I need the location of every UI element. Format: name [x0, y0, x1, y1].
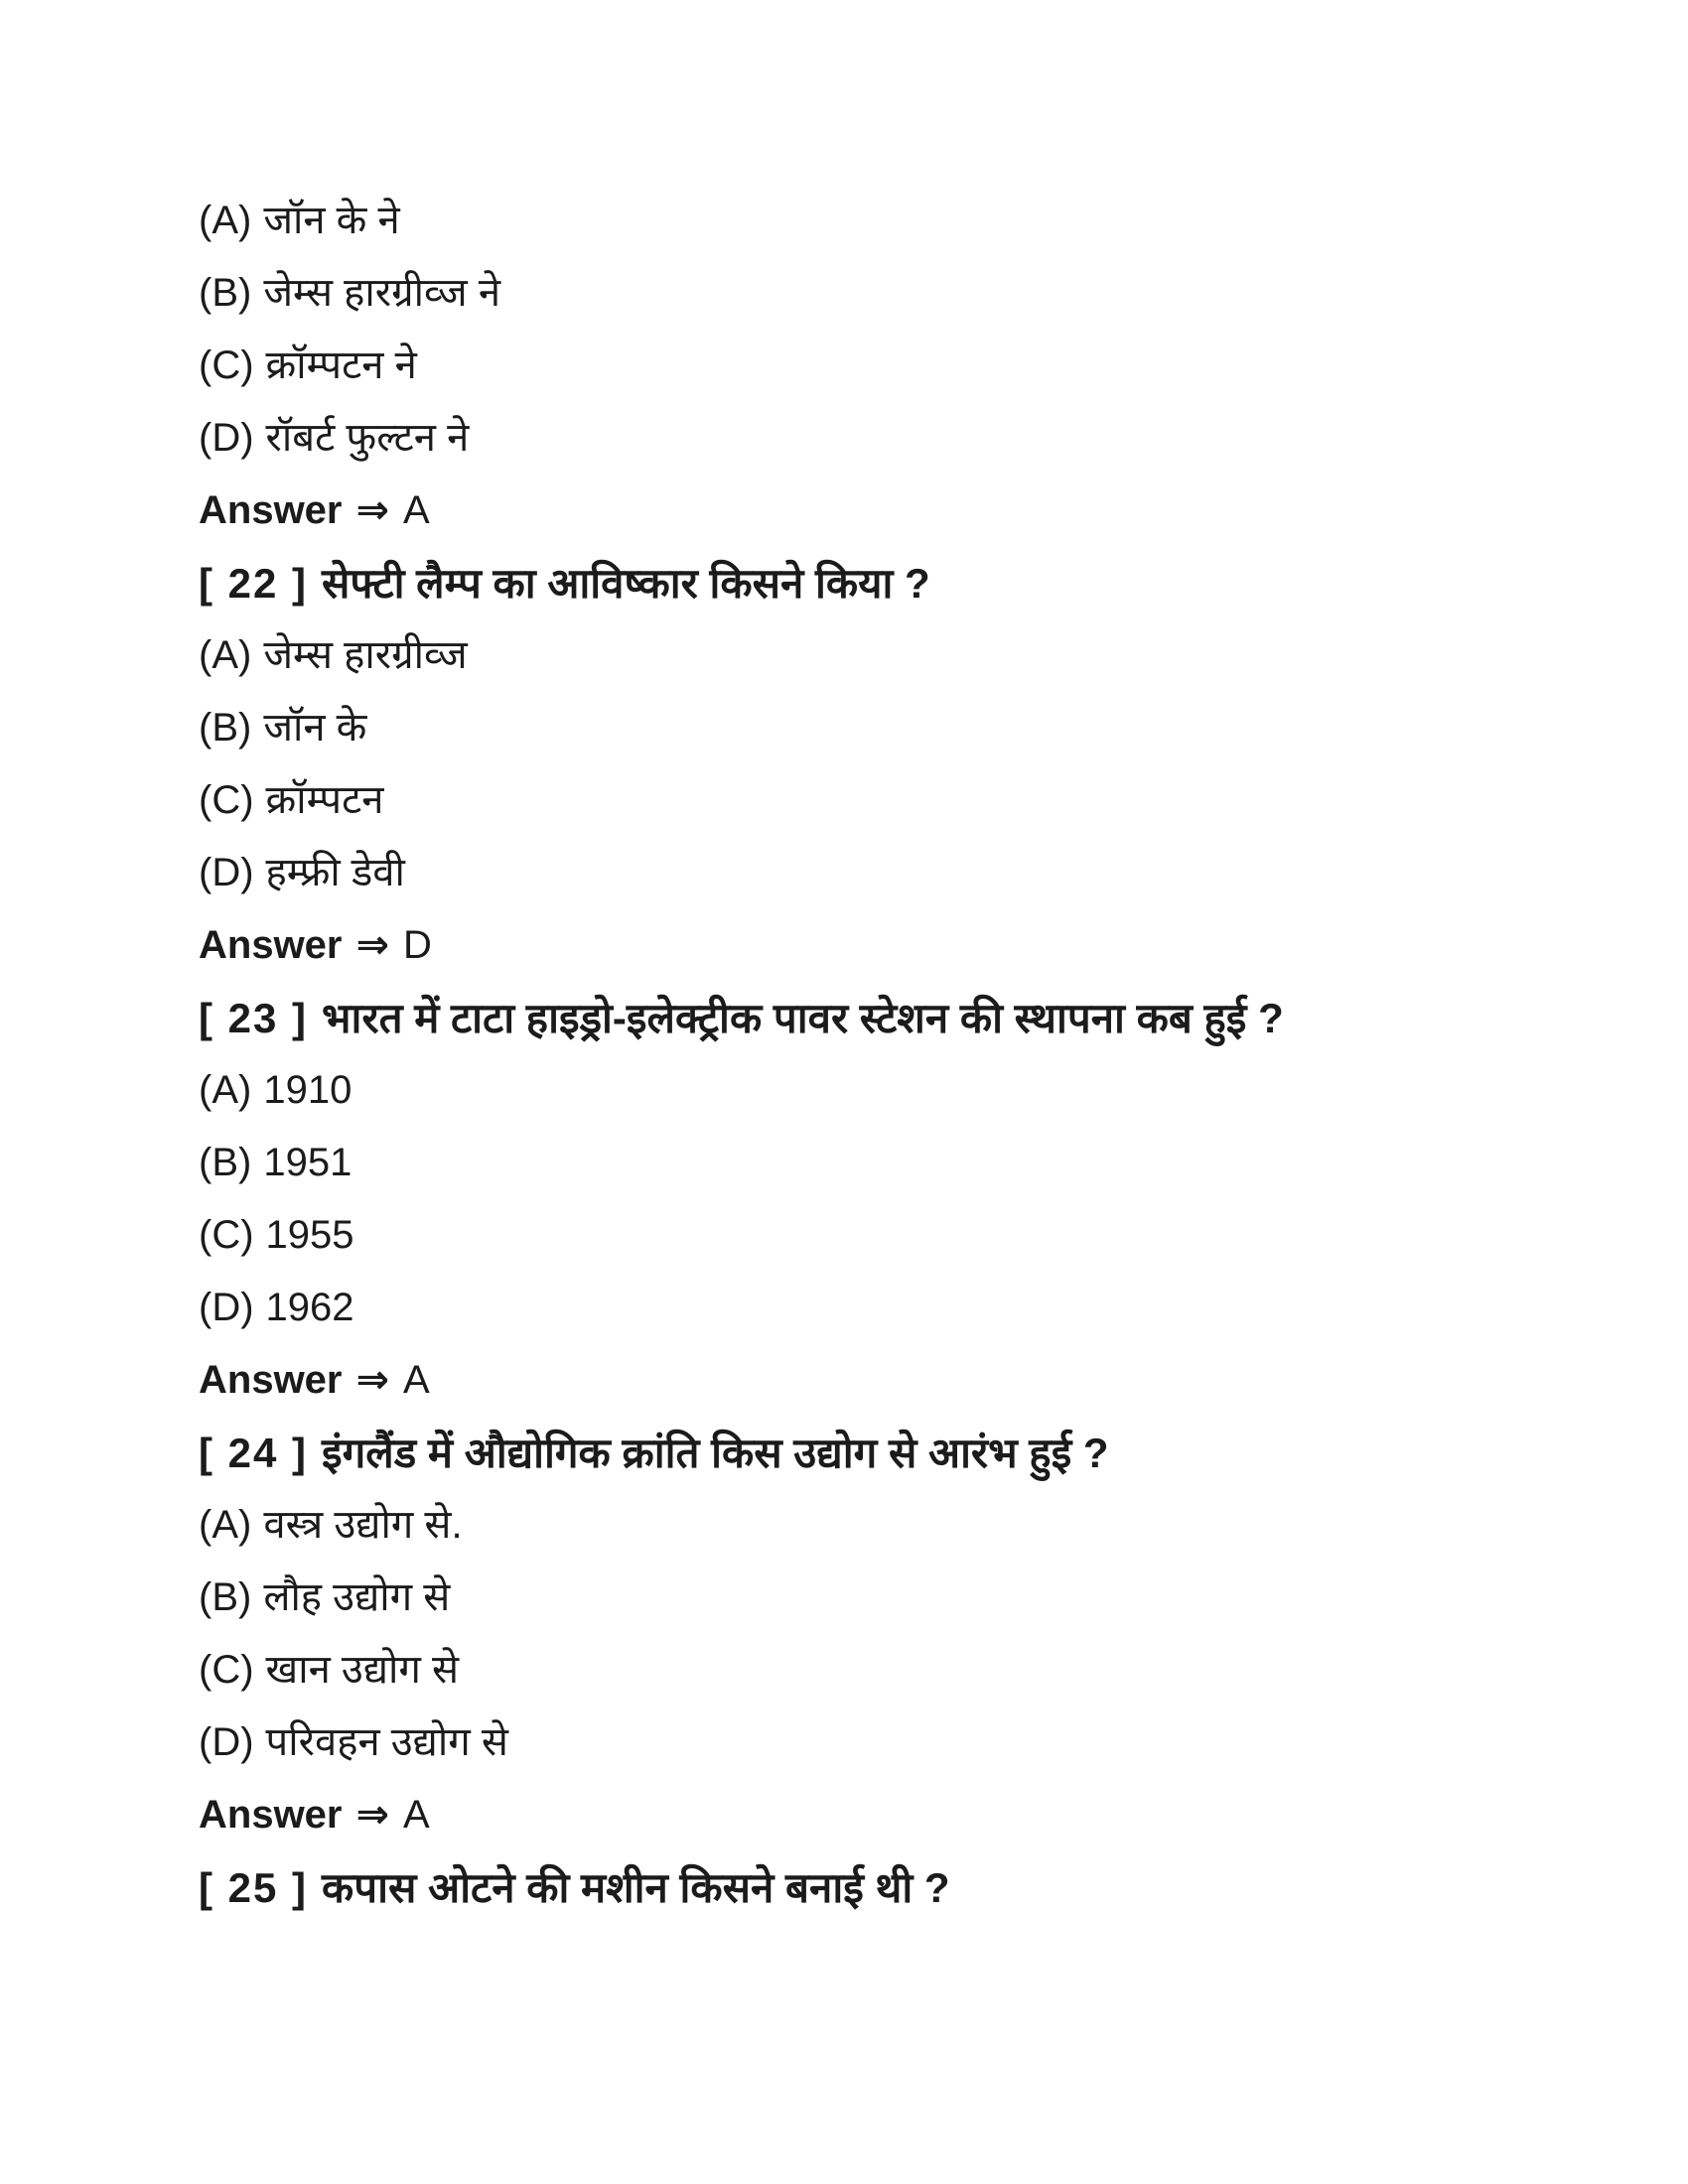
answer-value: A	[403, 1793, 430, 1837]
option-text: खान उद्योग से	[265, 1648, 460, 1692]
question-number: [ 22 ]	[199, 560, 309, 607]
option-row	[199, 402, 1549, 475]
option-row	[199, 330, 1549, 402]
option-row	[199, 837, 1549, 909]
option-letter: (C)	[199, 1648, 254, 1692]
answer-arrow-icon: ⇒	[355, 923, 390, 967]
option-row	[199, 619, 1549, 692]
answer-arrow-icon: ⇒	[355, 1358, 390, 1402]
option-row	[199, 1054, 1549, 1127]
option-text: क्रॉम्पटन	[265, 778, 384, 822]
answer-arrow-icon: ⇒	[355, 488, 390, 532]
option-row	[199, 692, 1549, 764]
option-text: वस्त्र उद्योग से.	[263, 1503, 463, 1547]
option-letter: (B)	[199, 271, 252, 315]
question-text: इंगलैंड में औद्योगिक क्रांति किस उद्योग से आरंभ हुई ?	[322, 1430, 1109, 1476]
option-text: जेम्स हारग्रीव्ज ने	[263, 271, 501, 315]
answer-arrow-icon: ⇒	[355, 1793, 390, 1837]
option-letter: (B)	[199, 706, 252, 750]
option-text: 1951	[263, 1141, 352, 1184]
option-text: जॉन के ने	[263, 199, 400, 242]
question-row	[199, 1851, 1549, 1924]
option-row	[199, 1562, 1549, 1634]
question-text: कपास ओटने की मशीन किसने बनाई थी ?	[322, 1864, 950, 1911]
option-letter: (A)	[199, 633, 252, 677]
answer-row	[199, 1779, 1549, 1851]
option-row	[199, 1199, 1549, 1272]
question-row	[199, 982, 1549, 1054]
question-row	[199, 1417, 1549, 1489]
option-letter: (A)	[199, 199, 252, 242]
answer-value: D	[403, 923, 432, 967]
option-row	[199, 1127, 1549, 1199]
answer-row	[199, 1344, 1549, 1417]
option-text: हम्फ्री डेवी	[265, 851, 405, 894]
option-letter: (C)	[199, 343, 254, 387]
option-text: 1910	[263, 1068, 352, 1112]
question-number: [ 25 ]	[199, 1864, 309, 1911]
answer-value: A	[403, 1358, 430, 1402]
option-letter: (B)	[199, 1575, 252, 1619]
option-row	[199, 1272, 1549, 1344]
option-text: जॉन के	[263, 706, 367, 750]
question-text: भारत में टाटा हाइड्रो-इलेक्ट्रीक पावर स्टेशन की स्थापना कब हुई ?	[322, 995, 1284, 1041]
answer-value: A	[403, 488, 430, 532]
option-text: लौह उद्योग से	[263, 1575, 451, 1619]
option-letter: (D)	[199, 1286, 254, 1329]
option-row	[199, 257, 1549, 330]
option-text: क्रॉम्पटन ने	[265, 343, 417, 387]
option-letter: (D)	[199, 416, 254, 460]
option-text: रॉबर्ट फुल्टन ने	[265, 416, 470, 460]
answer-row	[199, 475, 1549, 547]
option-row	[199, 185, 1549, 257]
option-letter: (D)	[199, 1720, 254, 1764]
option-letter: (D)	[199, 851, 254, 894]
option-text: परिवहन उद्योग से	[265, 1720, 508, 1764]
option-row	[199, 764, 1549, 837]
question-row	[199, 547, 1549, 619]
option-row	[199, 1634, 1549, 1706]
option-letter: (A)	[199, 1068, 252, 1112]
question-text: सेफ्टी लैम्प का आविष्कार किसने किया ?	[322, 560, 930, 607]
option-row	[199, 1706, 1549, 1779]
answer-label: Answer	[199, 488, 343, 532]
question-number: [ 23 ]	[199, 995, 309, 1041]
option-text: 1955	[265, 1213, 354, 1257]
answer-row	[199, 909, 1549, 982]
option-letter: (A)	[199, 1503, 252, 1547]
answer-label: Answer	[199, 1358, 343, 1402]
option-letter: (B)	[199, 1141, 252, 1184]
option-row	[199, 1489, 1549, 1562]
answer-label: Answer	[199, 923, 343, 967]
option-letter: (C)	[199, 778, 254, 822]
answer-label: Answer	[199, 1793, 343, 1837]
option-letter: (C)	[199, 1213, 254, 1257]
option-text: जेम्स हारग्रीव्ज	[263, 633, 468, 677]
question-number: [ 24 ]	[199, 1430, 309, 1476]
option-text: 1962	[265, 1286, 354, 1329]
